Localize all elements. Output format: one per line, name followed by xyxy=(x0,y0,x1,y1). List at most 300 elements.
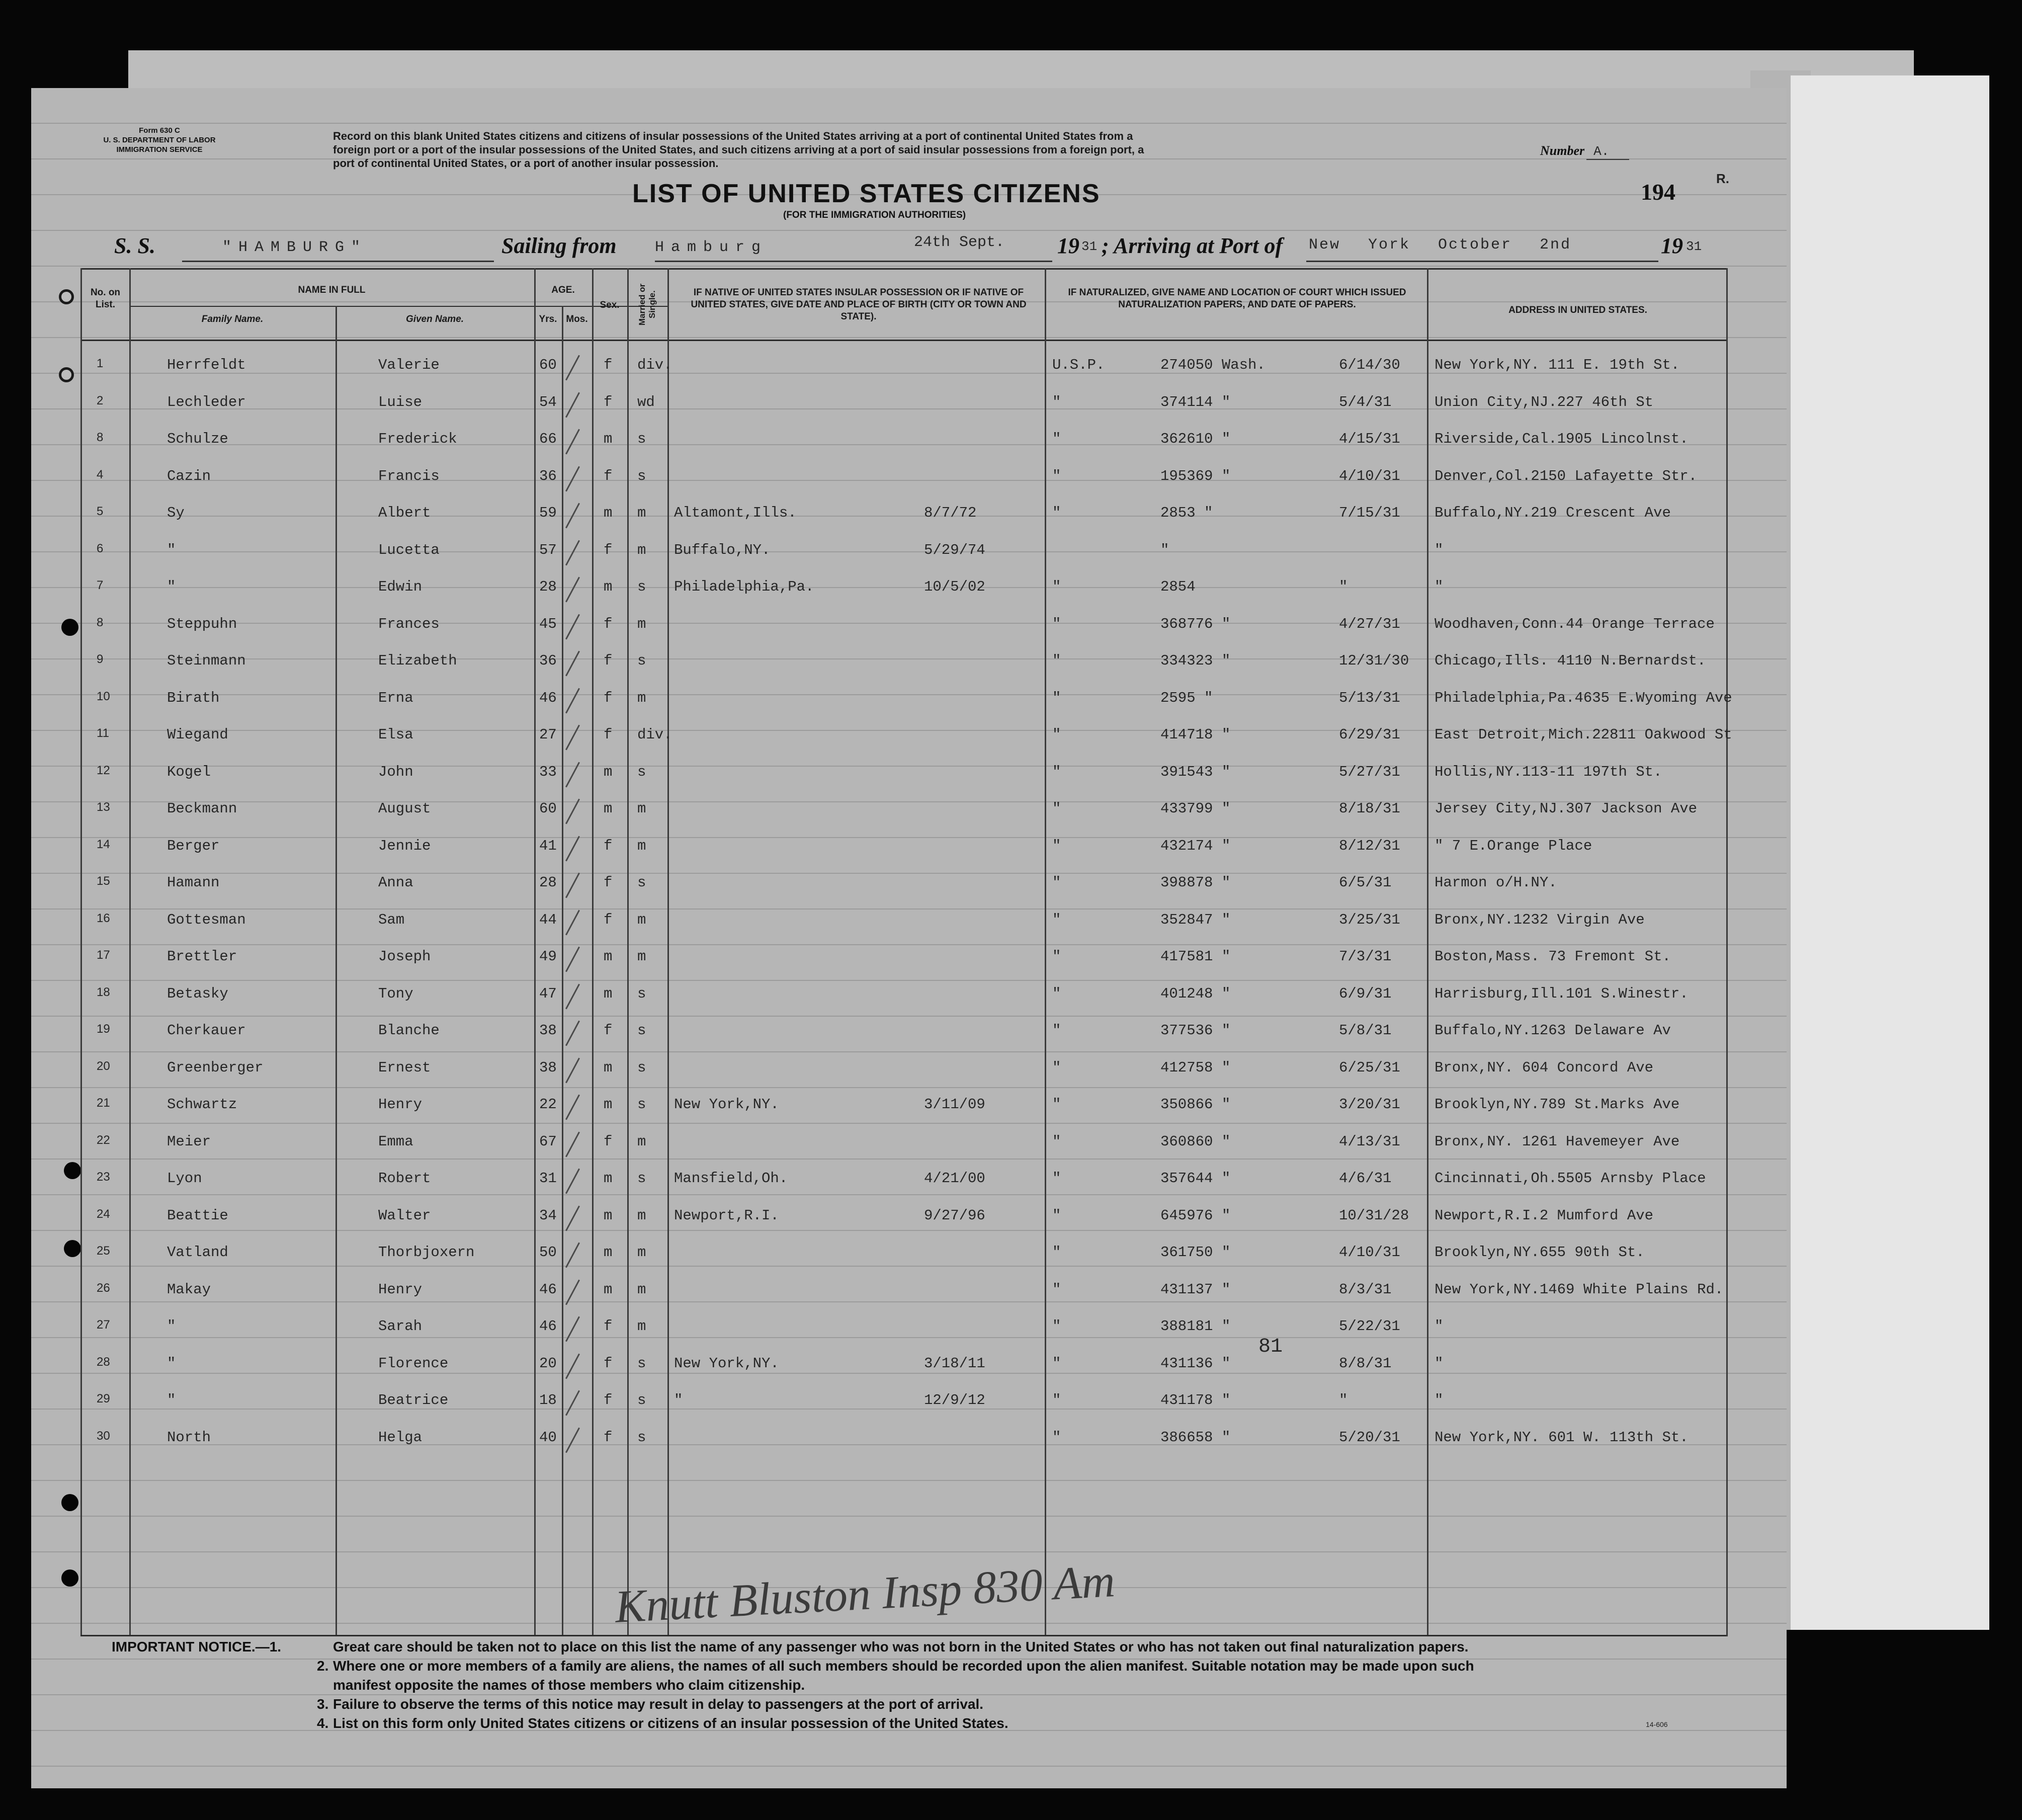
check-mark xyxy=(565,503,580,529)
check-mark xyxy=(565,762,580,787)
cell-sex: m xyxy=(604,1281,613,1298)
cell-birth-date: 8/7/72 xyxy=(924,505,977,521)
table-row xyxy=(31,719,1787,755)
cell-address: Buffalo,NY.219 Crescent Ave xyxy=(1435,505,1671,521)
cell-given-name: August xyxy=(378,800,431,817)
punch-hole xyxy=(61,1569,78,1587)
cell-paper-date: 4/10/31 xyxy=(1339,1244,1400,1261)
ss-label: S. S. xyxy=(114,233,155,258)
cell-paper-date: 5/8/31 xyxy=(1339,1022,1392,1039)
cell-row-number: 24 xyxy=(97,1207,110,1221)
cell-row-number: 1 xyxy=(97,357,104,370)
arrival-year: 31 xyxy=(1686,239,1702,254)
cell-paper-number: 368776 " xyxy=(1160,615,1231,632)
cell-address: " xyxy=(1435,1355,1444,1372)
cell-row-number: 14 xyxy=(97,837,110,851)
cell-age-years: 40 xyxy=(539,1429,557,1446)
cell-marital-status: m xyxy=(637,689,646,706)
cell-age-years: 54 xyxy=(539,393,557,410)
cell-paper-date: 8/12/31 xyxy=(1339,837,1400,854)
cell-given-name: Francis xyxy=(378,467,440,484)
cell-birth-place: Buffalo,NY. xyxy=(674,541,771,558)
table-row xyxy=(31,978,1787,1014)
cell-family-name: " xyxy=(167,1355,176,1372)
cell-paper-date: 4/15/31 xyxy=(1339,431,1400,447)
cell-paper-date: 3/25/31 xyxy=(1339,911,1400,928)
notice-item-2-cont: manifest opposite the names of those members who claim citizenship. xyxy=(333,1677,805,1693)
cell-marital-status: s xyxy=(637,1059,646,1076)
cell-sex: f xyxy=(604,726,613,743)
cell-address: Buffalo,NY.1263 Delaware Av xyxy=(1435,1022,1671,1039)
ship-name: "HAMBURG" xyxy=(222,239,368,256)
cell-family-name: Schwartz xyxy=(167,1096,237,1113)
cell-court: " xyxy=(1052,763,1061,780)
cell-address: " xyxy=(1435,1392,1444,1409)
table-row xyxy=(31,1015,1787,1050)
form-number: Form 630 C xyxy=(139,126,180,135)
form-code: 14-606 xyxy=(1646,1720,1668,1728)
cell-marital-status: m xyxy=(637,1207,646,1224)
cell-address: Cincinnati,Oh.5505 Arnsby Place xyxy=(1435,1170,1706,1187)
cell-family-name: Cherkauer xyxy=(167,1022,246,1039)
table-row xyxy=(31,571,1787,607)
cell-marital-status: s xyxy=(637,578,646,595)
table-row xyxy=(31,941,1787,976)
cell-sex: f xyxy=(604,1022,613,1039)
cell-age-years: 60 xyxy=(539,357,557,373)
cell-age-years: 60 xyxy=(539,800,557,817)
cell-row-number: 20 xyxy=(97,1059,110,1073)
cell-given-name: Elizabeth xyxy=(378,652,457,669)
cell-row-number: 26 xyxy=(97,1281,110,1295)
arrival-year-prefix: 19 xyxy=(1661,233,1683,258)
cell-age-years: 50 xyxy=(539,1244,557,1261)
cell-court: " xyxy=(1052,1244,1061,1261)
cell-court: " xyxy=(1052,1133,1061,1150)
intro-paragraph xyxy=(333,129,1515,170)
cell-age-years: 36 xyxy=(539,467,557,484)
table-bottom-rule xyxy=(80,1635,1726,1636)
cell-row-number: 22 xyxy=(97,1133,110,1147)
cell-paper-date: 12/31/30 xyxy=(1339,652,1409,669)
cell-age-years: 59 xyxy=(539,505,557,521)
cell-age-years: 28 xyxy=(539,578,557,595)
cell-sex: m xyxy=(604,763,613,780)
cell-court: " xyxy=(1052,1170,1061,1187)
cell-sex: m xyxy=(604,1244,613,1261)
cell-marital-status: m xyxy=(637,1133,646,1150)
check-mark xyxy=(565,1021,580,1046)
cell-address: Harrisburg,Ill.101 S.Winestr. xyxy=(1435,985,1689,1002)
col-head-sex: Sex. xyxy=(600,300,620,310)
cell-row-number: 5 xyxy=(97,505,104,518)
cell-family-name: Berger xyxy=(167,837,220,854)
cell-sex: m xyxy=(604,948,613,965)
cell-sex: f xyxy=(604,652,613,669)
cell-birth-date: 3/11/09 xyxy=(924,1096,985,1113)
cell-paper-date: 10/31/28 xyxy=(1339,1207,1409,1224)
cell-family-name: Sy xyxy=(167,505,185,521)
table-row xyxy=(31,867,1787,902)
page-suffix: R. xyxy=(1716,171,1729,186)
notice-item-1: Great care should be taken not to place on this list the name of any passenger who was not born in the United States or who has not taken out final naturalization papers. xyxy=(333,1639,1469,1654)
check-mark xyxy=(565,1427,580,1453)
cell-marital-status: s xyxy=(637,1429,646,1446)
cell-given-name: Beatrice xyxy=(378,1392,449,1409)
cell-sex: m xyxy=(604,431,613,447)
cell-row-number: 17 xyxy=(97,948,110,962)
cell-sex: f xyxy=(604,393,613,410)
cell-row-number: 12 xyxy=(97,763,110,777)
cell-birth-date: 10/5/02 xyxy=(924,578,985,595)
cell-sex: f xyxy=(604,911,613,928)
cell-address: " 7 E.Orange Place xyxy=(1435,837,1592,854)
cell-court: " xyxy=(1052,467,1061,484)
cell-row-number: 7 xyxy=(97,578,104,592)
cell-paper-number: " xyxy=(1160,541,1169,558)
cell-marital-status: s xyxy=(637,1355,646,1372)
cell-birth-place: New York,NY. xyxy=(674,1355,779,1372)
col-head-birth: IF NATIVE OF UNITED STATES INSULAR POSSESSION OR IF NATIVE OF UNITED STATES, GIVE DATE AND PLACE OF BIRTH (CITY OR TOWN AND STATE). xyxy=(691,287,1027,322)
table-row xyxy=(31,1385,1787,1420)
cell-court: " xyxy=(1052,911,1061,928)
cell-age-years: 57 xyxy=(539,541,557,558)
cell-given-name: John xyxy=(378,763,413,780)
sailing-port: Hamburg xyxy=(655,239,768,256)
cell-court: " xyxy=(1052,948,1061,965)
cell-age-years: 22 xyxy=(539,1096,557,1113)
cell-given-name: Jennie xyxy=(378,837,431,854)
cell-address: Union City,NJ.227 46th St xyxy=(1435,393,1654,410)
cell-paper-date: 7/15/31 xyxy=(1339,505,1400,521)
cell-paper-date: 8/18/31 xyxy=(1339,800,1400,817)
cell-address: Bronx,NY. 1261 Havemeyer Ave xyxy=(1435,1133,1680,1150)
check-mark xyxy=(565,1353,580,1379)
cell-sex: f xyxy=(604,837,613,854)
cell-court: " xyxy=(1052,874,1061,891)
table-row xyxy=(31,535,1787,570)
cell-row-number: 25 xyxy=(97,1244,110,1258)
col-head-married: Married or Single. xyxy=(637,283,657,325)
cell-age-years: 38 xyxy=(539,1022,557,1039)
table-row xyxy=(31,1126,1787,1162)
cell-address: Bronx,NY. 604 Concord Ave xyxy=(1435,1059,1654,1076)
cell-birth-place: Newport,R.I. xyxy=(674,1207,779,1224)
cell-family-name: Brettler xyxy=(167,948,237,965)
check-mark xyxy=(565,836,580,861)
cell-court: " xyxy=(1052,1059,1061,1076)
cell-paper-date: 5/22/31 xyxy=(1339,1318,1400,1335)
cell-paper-number: 412758 " xyxy=(1160,1059,1231,1076)
table-row xyxy=(31,1089,1787,1124)
cell-family-name: " xyxy=(167,541,176,558)
notice-num: 4. xyxy=(317,1715,329,1731)
cell-row-number: 8 xyxy=(97,615,104,629)
cell-family-name: " xyxy=(167,1318,176,1335)
table-row xyxy=(31,1274,1787,1309)
cell-paper-number: 361750 " xyxy=(1160,1244,1231,1261)
table-row xyxy=(31,831,1787,866)
cell-age-years: 33 xyxy=(539,763,557,780)
cell-marital-status: m xyxy=(637,1318,646,1335)
cell-given-name: Thorbjoxern xyxy=(378,1244,475,1261)
cell-court: " xyxy=(1052,578,1061,595)
cell-age-years: 38 xyxy=(539,1059,557,1076)
cell-row-number: 10 xyxy=(97,689,110,703)
cell-address: Riverside,Cal.1905 Lincolnst. xyxy=(1435,431,1689,447)
cell-address: Chicago,Ills. 4110 N.Bernardst. xyxy=(1435,652,1706,669)
arriving-label: ; Arriving at Port of xyxy=(1102,233,1283,258)
check-mark xyxy=(565,688,580,713)
cell-given-name: Robert xyxy=(378,1170,431,1187)
cell-marital-status: m xyxy=(637,800,646,817)
cell-given-name: Walter xyxy=(378,1207,431,1224)
check-mark xyxy=(565,1390,580,1416)
cell-family-name: Cazin xyxy=(167,467,211,484)
col-head-mos: Mos. xyxy=(566,314,588,324)
cell-family-name: Greenberger xyxy=(167,1059,264,1076)
cell-row-number: 27 xyxy=(97,1318,110,1332)
cell-address: New York,NY. 601 W. 113th St. xyxy=(1435,1429,1689,1446)
cell-paper-number: 431136 " xyxy=(1160,1355,1231,1372)
ship-underline xyxy=(182,261,494,262)
table-row xyxy=(31,461,1787,496)
check-mark xyxy=(565,1131,580,1157)
cell-paper-date: 4/27/31 xyxy=(1339,615,1400,632)
col-head-family: Family Name. xyxy=(201,314,264,324)
notice-heading: IMPORTANT NOTICE.—1. xyxy=(112,1639,282,1654)
cell-address: " xyxy=(1435,578,1444,595)
cell-sex: f xyxy=(604,1133,613,1150)
cell-given-name: Blanche xyxy=(378,1022,440,1039)
cell-given-name: Lucetta xyxy=(378,541,440,558)
cell-paper-number: 274050 Wash. xyxy=(1160,357,1266,373)
cell-family-name: Beckmann xyxy=(167,800,237,817)
cell-marital-status: s xyxy=(637,1096,646,1113)
col-head-age: AGE. xyxy=(551,285,575,295)
table-row xyxy=(31,1311,1787,1346)
table-row xyxy=(31,683,1787,718)
cell-family-name: Lyon xyxy=(167,1170,202,1187)
cell-given-name: Frances xyxy=(378,615,440,632)
cell-family-name: Steinmann xyxy=(167,652,246,669)
name-age-subrule xyxy=(129,306,667,307)
cell-sex: m xyxy=(604,800,613,817)
arrival-port-date: New York October 2nd xyxy=(1309,236,1572,254)
cell-address: Brooklyn,NY.789 St.Marks Ave xyxy=(1435,1096,1680,1113)
notice-item-4: List on this form only United States citizens or citizens of an insular possession of the United States. xyxy=(333,1715,1008,1731)
cell-given-name: Edwin xyxy=(378,578,423,595)
cell-paper-number: 433799 " xyxy=(1160,800,1231,817)
cell-paper-number: 357644 " xyxy=(1160,1170,1231,1187)
cell-marital-status: s xyxy=(637,874,646,891)
cell-address: Harmon o/H.NY. xyxy=(1435,874,1557,891)
cell-age-years: 46 xyxy=(539,1318,557,1335)
sailing-year-prefix: 19 xyxy=(1057,233,1079,258)
cell-address: Philadelphia,Pa.4635 E.Wyoming Ave xyxy=(1435,689,1732,706)
cell-address: Jersey City,NJ.307 Jackson Ave xyxy=(1435,800,1698,817)
table-row xyxy=(31,609,1787,644)
cell-court: U.S.P. xyxy=(1052,357,1105,373)
cell-row-number: 15 xyxy=(97,874,110,888)
cell-court: " xyxy=(1052,1022,1061,1039)
cell-family-name: Lechleder xyxy=(167,393,246,410)
intro-line: foreign port or a port of the insular possessions of the United States, and such citizens arriving at a port of said insular possessions from a foreign port, a xyxy=(333,143,1144,156)
cell-row-number: 18 xyxy=(97,985,110,999)
cell-row-number: 29 xyxy=(97,1392,110,1405)
cell-marital-status: m xyxy=(637,615,646,632)
cell-age-years: 36 xyxy=(539,652,557,669)
cell-age-years: 45 xyxy=(539,615,557,632)
cell-marital-status: m xyxy=(637,505,646,521)
cell-address: East Detroit,Mich.22811 Oakwood St xyxy=(1435,726,1732,743)
cell-birth-date: 4/21/00 xyxy=(924,1170,985,1187)
cell-court: " xyxy=(1052,1207,1061,1224)
cell-birth-date: 12/9/12 xyxy=(924,1392,985,1409)
cell-paper-number: 195369 " xyxy=(1160,467,1231,484)
table-row xyxy=(31,1052,1787,1088)
check-mark xyxy=(565,1279,580,1305)
cell-family-name: Betasky xyxy=(167,985,228,1002)
cell-family-name: Schulze xyxy=(167,431,228,447)
table-row xyxy=(31,1348,1787,1383)
cell-paper-number: 432174 " xyxy=(1160,837,1231,854)
cell-row-number: 6 xyxy=(97,541,104,555)
cell-paper-number: 374114 " xyxy=(1160,393,1231,410)
cell-family-name: Hamann xyxy=(167,874,220,891)
cell-marital-status: s xyxy=(637,1392,646,1409)
cell-paper-date: 6/25/31 xyxy=(1339,1059,1400,1076)
cell-marital-status: div. xyxy=(637,357,672,373)
cell-row-number: 30 xyxy=(97,1429,110,1443)
department: U. S. DEPARTMENT OF LABOR xyxy=(103,136,216,144)
cell-family-name: Herrfeldt xyxy=(167,357,246,373)
check-mark xyxy=(565,799,580,824)
check-mark xyxy=(565,429,580,455)
cell-paper-number: 2595 " xyxy=(1160,689,1213,706)
punch-hole xyxy=(61,1494,78,1511)
cell-paper-date: 8/3/31 xyxy=(1339,1281,1392,1298)
cell-family-name: Birath xyxy=(167,689,220,706)
cell-address: New York,NY.1469 White Plains Rd. xyxy=(1435,1281,1724,1298)
cell-sex: m xyxy=(604,578,613,595)
cell-row-number: 13 xyxy=(97,800,110,814)
cell-row-number: 28 xyxy=(97,1355,110,1369)
cell-paper-number: 350866 " xyxy=(1160,1096,1231,1113)
notice-num: 3. xyxy=(317,1696,329,1712)
sailing-label: Sailing from xyxy=(501,233,617,258)
header-bottom-rule xyxy=(80,340,1726,341)
form-id-block xyxy=(92,126,227,154)
cell-court: " xyxy=(1052,689,1061,706)
cell-row-number: 9 xyxy=(97,652,104,666)
cell-paper-date: 6/14/30 xyxy=(1339,357,1400,373)
cell-birth-date: 3/18/11 xyxy=(924,1355,985,1372)
cell-given-name: Sam xyxy=(378,911,405,928)
cell-row-number: 2 xyxy=(97,393,104,407)
page-title: LIST OF UNITED STATES CITIZENS xyxy=(632,179,1101,208)
cell-given-name: Erna xyxy=(378,689,413,706)
intro-line: Record on this blank United States citizens and citizens of insular possessions of the United States arriving at a port of continental United States from a xyxy=(333,130,1133,142)
cell-paper-number: 2853 " xyxy=(1160,505,1213,521)
cell-sex: m xyxy=(604,505,613,521)
cell-paper-number: 414718 " xyxy=(1160,726,1231,743)
cell-given-name: Luise xyxy=(378,393,423,410)
cell-paper-number: 2854 xyxy=(1160,578,1196,595)
cell-age-years: 46 xyxy=(539,689,557,706)
back-page-right xyxy=(1791,75,1989,1630)
cell-birth-date: 9/27/96 xyxy=(924,1207,985,1224)
cell-paper-number: 352847 " xyxy=(1160,911,1231,928)
number-value: A. xyxy=(1586,144,1629,160)
cell-address: Boston,Mass. 73 Fremont St. xyxy=(1435,948,1671,965)
cell-marital-status: s xyxy=(637,652,646,669)
check-mark xyxy=(565,577,580,603)
number-label: Number xyxy=(1540,143,1585,158)
cell-sex: f xyxy=(604,541,613,558)
cell-sex: f xyxy=(604,1355,613,1372)
check-mark xyxy=(565,1243,580,1268)
table-row xyxy=(31,350,1787,385)
cell-given-name: Tony xyxy=(378,985,413,1002)
cell-paper-number: 398878 " xyxy=(1160,874,1231,891)
service: IMMIGRATION SERVICE xyxy=(116,145,203,154)
cell-given-name: Joseph xyxy=(378,948,431,965)
cell-age-years: 20 xyxy=(539,1355,557,1372)
cell-sex: f xyxy=(604,1429,613,1446)
cell-birth-place: New York,NY. xyxy=(674,1096,779,1113)
cell-court: " xyxy=(1052,985,1061,1002)
check-mark xyxy=(565,725,580,751)
col-head-name: NAME IN FULL xyxy=(298,285,366,295)
notice-item-2: Where one or more members of a family are aliens, the names of all such members should be recorded upon the alien manifest. Suitable notation may be made upon such xyxy=(333,1658,1474,1674)
cell-marital-status: m xyxy=(637,541,646,558)
table-row xyxy=(31,1200,1787,1235)
cell-paper-date: 3/20/31 xyxy=(1339,1096,1400,1113)
cell-court: " xyxy=(1052,393,1061,410)
cell-court: " xyxy=(1052,505,1061,521)
cell-sex: f xyxy=(604,1392,613,1409)
check-mark xyxy=(565,355,580,381)
table-row xyxy=(31,1422,1787,1457)
page-number: 194 xyxy=(1641,179,1675,205)
cell-birth-place: Altamont,Ills. xyxy=(674,505,797,521)
margin-note: 81 xyxy=(1258,1336,1283,1358)
cell-given-name: Emma xyxy=(378,1133,413,1150)
cell-age-years: 66 xyxy=(539,431,557,447)
cell-family-name: Vatland xyxy=(167,1244,228,1261)
col-head-given: Given Name. xyxy=(405,314,464,324)
cell-paper-number: 334323 " xyxy=(1160,652,1231,669)
cell-address: Newport,R.I.2 Mumford Ave xyxy=(1435,1207,1654,1224)
cell-sex: f xyxy=(604,615,613,632)
cell-paper-number: 360860 " xyxy=(1160,1133,1231,1150)
table-row xyxy=(31,904,1787,940)
cell-paper-date: 4/10/31 xyxy=(1339,467,1400,484)
cell-row-number: 8 xyxy=(97,431,104,444)
cell-given-name: Albert xyxy=(378,505,431,521)
check-mark xyxy=(565,1057,580,1083)
cell-paper-date: 5/20/31 xyxy=(1339,1429,1400,1446)
check-mark xyxy=(565,909,580,935)
cell-marital-status: s xyxy=(637,467,646,484)
cell-paper-date: " xyxy=(1339,578,1348,595)
cell-marital-status: m xyxy=(637,1244,646,1261)
sailing-date: 24th Sept. xyxy=(914,234,1005,251)
manifest-sheet xyxy=(31,88,1787,1788)
cell-paper-date: 5/13/31 xyxy=(1339,689,1400,706)
cell-given-name: Elsa xyxy=(378,726,413,743)
